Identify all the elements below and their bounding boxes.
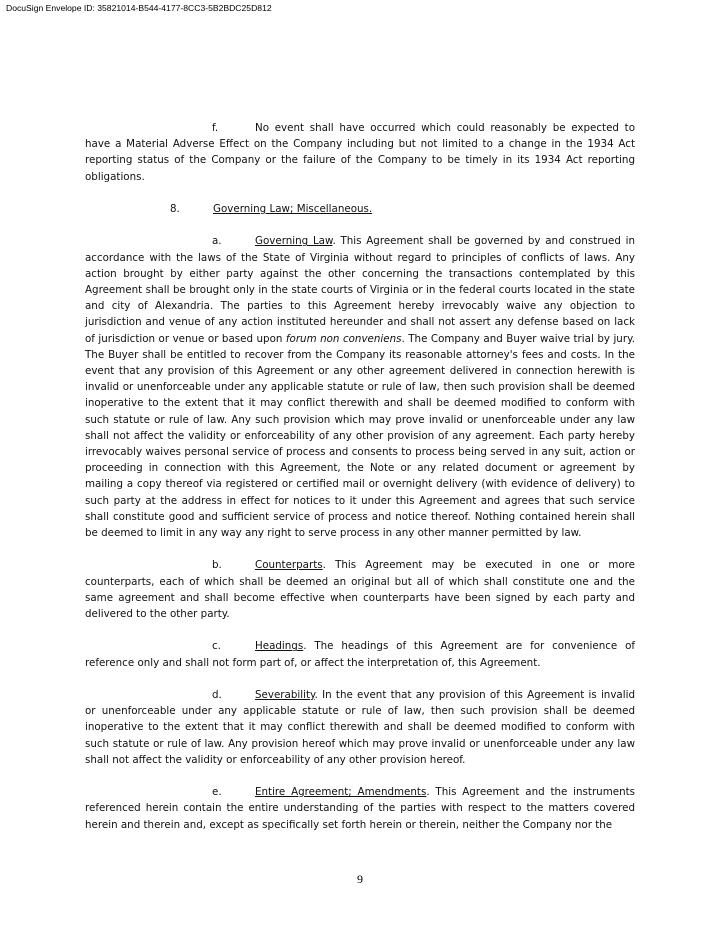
paragraph-c	[85, 638, 635, 670]
paragraph-d-label: d.	[212, 689, 222, 702]
paragraph-b-label: b.	[212, 559, 222, 572]
page-number: 9	[357, 872, 363, 886]
section-8-heading	[85, 201, 635, 217]
section-title: Governing Law; Miscellaneous.	[213, 203, 373, 215]
paragraph-a-label: a.	[212, 235, 222, 248]
paragraph-b	[85, 557, 635, 622]
paragraph-c-text: . The headings of this Agreement are for convenience of reference only and shall not form part of, or affect the interpretation of, this Agreement.	[85, 640, 635, 669]
paragraph-a	[85, 233, 635, 541]
paragraph-d-title: Severability	[255, 689, 315, 702]
paragraph-d-text: . In the event that any provision of this Agreement is invalid or unenforceable under any applicable statute or rule of law, then such provision shall be deemed inoperative to the extent that it may conflict therewith and shall be deemed modified to conform with such statute or rule of law. Any provision hereof which may prove invalid or unenforceable under any law shall not affect the validity or enforceability of any other provision hereof.	[85, 689, 635, 766]
paragraph-b-title: Counterparts	[255, 559, 323, 572]
section-number: 8.	[170, 203, 180, 215]
paragraph-a-italic: forum non conveniens	[285, 332, 402, 345]
paragraph-c-label: c.	[212, 640, 221, 653]
paragraph-f	[85, 120, 635, 185]
paragraph-e-label: e.	[212, 786, 222, 799]
paragraph-a-title: Governing Law	[255, 235, 333, 248]
paragraph-b-text: . This Agreement may be executed in one or more counterparts, each of which shall be deemed an original but all of which shall constitute one and the same agreement and shall become effective when counterparts have been signed by each party and delivered to the other party.	[85, 559, 635, 621]
paragraph-d	[85, 687, 635, 768]
paragraph-e	[85, 784, 635, 833]
paragraph-a-text-1: . This Agreement shall be governed by and construed in accordance with the laws of the State of Virginia without regard to principles of conflicts of laws. Any action brought by either party against the other concerning the transactions contemplated by this Agreement shall be brought only in the state courts of Virginia or in the federal courts located in the state and city of Alexandria. The parties to this Agreement hereby irrevocably waive any objection to jurisdiction and venue of any action instituted hereunder and shall not assert any defense based on lack of jurisdiction or venue or based upon	[85, 235, 635, 345]
paragraph-c-title: Headings	[255, 640, 304, 653]
paragraph-e-title: Entire Agreement; Amendments	[255, 786, 427, 799]
paragraph-f-text: No event shall have occurred which could reasonably be expected to have a Material Adverse Effect on the Company including but not limited to a change in the 1934 Act reporting status of the Company or the failure of the Company to be timely in its 1934 Act reporting obligations.	[85, 122, 635, 183]
document-body	[85, 120, 635, 849]
envelope-id: DocuSign Envelope ID: 35821014-B544-4177-8CC3-5B2BDC25D812	[6, 3, 272, 13]
paragraph-e-text: . This Agreement and the instruments referenced herein contain the entire understanding of the parties with respect to the matters covered herein and therein and, except as specifically set forth herein or therein, neither the Company nor the	[85, 786, 635, 831]
paragraph-a-text-2: . The Company and Buyer waive trial by jury. The Buyer shall be entitled to recover from the Company its reasonable attorney's fees and costs. In the event that any provision of this Agreement or any other agreement delivered in connection herewith is invalid or unenforceable under any applicable statute or rule of law, then such provision shall be deemed inoperative to the extent that it may conflict therewith and shall be deemed modified to conform with such statute or rule of law. Any such provision which may prove invalid or unenforceable under any law shall not affect the validity or enforceability of any other provision of any agreement. Each party hereby irrevocably waives personal service of process and consents to process being served in any suit, action or proceeding in connection with this Agreement, the Note or any related document or agreement by mailing a copy thereof via registered or certified mail or overnight delivery (with evidence of delivery) to such party at the address in effect for notices to it under this Agreement and agrees that such service shall constitute good and sufficient service of process and notice thereof. Nothing contained herein shall be deemed to limit in any way any right to serve process in any other manner permitted by law.	[85, 332, 635, 540]
paragraph-f-label: f.	[212, 122, 219, 134]
